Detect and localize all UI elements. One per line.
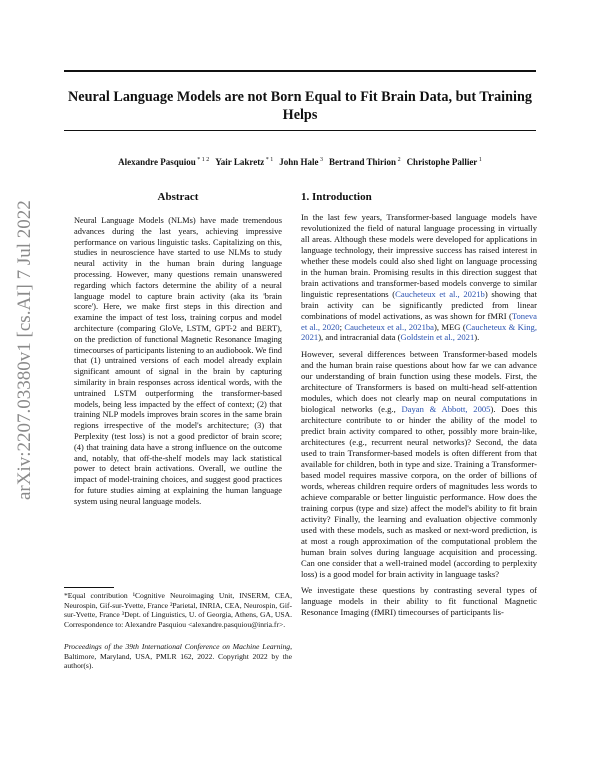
author-name [279,157,323,167]
left-column [64,190,292,508]
introduction-heading: 1. Introduction [301,191,372,203]
author-affiliation-marks: * 1 [264,157,274,163]
abstract-heading: Abstract [157,191,199,203]
paper-title: Neural Language Models are not Born Equal to Fit Brain Data, but Training Helps [68,89,532,123]
author-name [118,157,209,167]
author-name [215,157,273,167]
title-top-rule [64,70,536,72]
paragraph-text: We investigate these questions by contrasting several types of language models in their ability to fit functional Magnetic Resonance Imaging (fMRI) timecourses of participants lis- [301,585,537,618]
introduction-paragraph-2 [301,349,537,579]
citation-link[interactable]: Caucheteux et al., 2021b [395,288,485,299]
author-name-text: John Hale [279,157,319,167]
author-list [64,154,536,168]
author-name-text: Alexandre Pasquiou [118,157,196,167]
right-column [301,190,537,624]
proceedings-details: , Baltimore, Maryland, USA, PMLR 162, 2022. Copyright 2022 by the author(s). [64,642,292,671]
citation-link[interactable]: Goldstein et al., 2021 [400,332,475,343]
proceedings-venue: Proceedings of the 39th International Conference on Machine Learning [64,642,291,651]
author-affiliation-marks: 1 [477,157,482,163]
title-bottom-rule [64,130,536,131]
paragraph-text: In the last few years, Transformer-based language models have revolutionized the field of natural language processing in virtually all areas. Although these models were developed for applications in language technology, their impressive success has raised interest in whether these models could also shed light on language processing in the human brain. Promising results in this direction suggest that brain activations and transformer-based models converge to similar linguistic representations ( [301,212,537,299]
paragraph-text: ), MEG ( [434,321,466,332]
citation-link[interactable]: Dayan & Abbott, 2005 [401,404,491,415]
abstract-body: Neural Language Models (NLMs) have made tremendous advances during the last years, achieving impressive performance on various linguistic tasks. Capitalizing on this, studies in neuroscience have started to use NLMs to study neural activity in the human brain during language processing. However, many questions remain unanswered regarding which factors determine the ability of a neural language model to capture brain activity (aka its 'brain score'). Here, we make first steps in this direction and examine the impact of test loss, training corpus and model architecture (comparing GloVe, LSTM, GPT-2 and BERT), on the prediction of functional Magnetic Resonance Imaging timecourses of participants listening to an audiobook. We find that (1) untrained versions of each model already explain significant amount of signal in the brain by capturing similarity in brain responses across identical words, with the untrained LSTM outperforming the transformer-based models, being less impacted by the effect of context; (2) that training NLP models improves brain scores in the same brain regions irrespective of the model's architecture; (3) that Perplexity (test loss) is not a good predictor of brain score; (4) that training data have a strong influence on the outcome and, notably, that off-the-shelf models may lack statistical power to detect brain activations. Overall, we outline the impact of model-training choices, and suggest good practices for future studies aiming at explaining the human language system using neural language models. [74,216,282,506]
proceedings-note [64,642,292,671]
citation-link[interactable]: Toneva et al., 2020 [301,310,537,332]
arxiv-identifier: arXiv:2207.03380v1 [cs.AI] 7 Jul 2022 [14,200,35,500]
author-name [329,157,401,167]
paragraph-text: ) showing that brain activity can be significantly predicted from linear combinations of model activations, as was shown for fMRI ( [301,288,538,321]
introduction-paragraph-1 [301,212,537,343]
affiliation-footnote: *Equal contribution ¹Cognitive Neuroimaging Unit, INSERM, CEA, Neurospin, Gif-sur-Yvette, France ²Parietal, INRIA, CEA, Neurospin, Gif-sur-Yvette, France ³Dept. of Linguistics, U. of Georgia, Athens, GA, USA. Correspondence to: Alexandre Pasquiou <alexandre.pasquiou@inria.fr>. [64,591,292,629]
citation-link[interactable]: Caucheteux & King, 2021 [301,321,537,343]
author-name-text: Yair Lakretz [215,157,265,167]
paragraph-text: ). [474,332,480,343]
author-affiliation-marks: 2 [396,157,401,163]
author-affiliation-marks: * 1 2 [195,157,210,163]
footnote-rule [64,587,114,588]
paragraph-text: However, several differences between Transformer-based models and the human brain raise questions about how far we can advance our understanding of brain function using these models. First, the architecture of Transformers is based on multi-head self-attention modules, which does not clearly map on neural computations in biological networks (e.g., [301,349,537,415]
author-affiliation-marks: 3 [318,157,323,163]
paragraph-text: ), and intracranial data ( [318,332,401,343]
citation-link[interactable]: Caucheteux et al., 2021ba [344,321,434,332]
author-name-text: Christophe Pallier [406,157,478,167]
author-name [407,157,482,167]
author-name-text: Bertrand Thirion [328,157,397,167]
paragraph-text: ; [339,321,345,332]
paragraph-text: ). Does this architecture contribute to or hinder the ability of the model to predict brain activity compared to other, possibly more brain-like, architectures (e.g., recurrent neural networks)? Second, the data used to train Transformer-based models is often different from that available for children, both in type and size. Training a Transformer-based model requires massive corpora, on the order of billions of words, whereas children require orders of magnitudes less words to achieve comparable or better linguistic performance. How does the training corpus (type and size) affect the model's ability to fit brain activity? Finally, the learning and evaluation objective commonly used with these models, such as masked or next-word prediction, is at most a rough approximation of the computational problem the human brain solves during language acquisition and processing. Can one consider that a well-trained model (according to perplexity loss) is a good model for brain activity in language tasks? [301,404,537,579]
introduction-paragraph-3 [301,585,537,618]
